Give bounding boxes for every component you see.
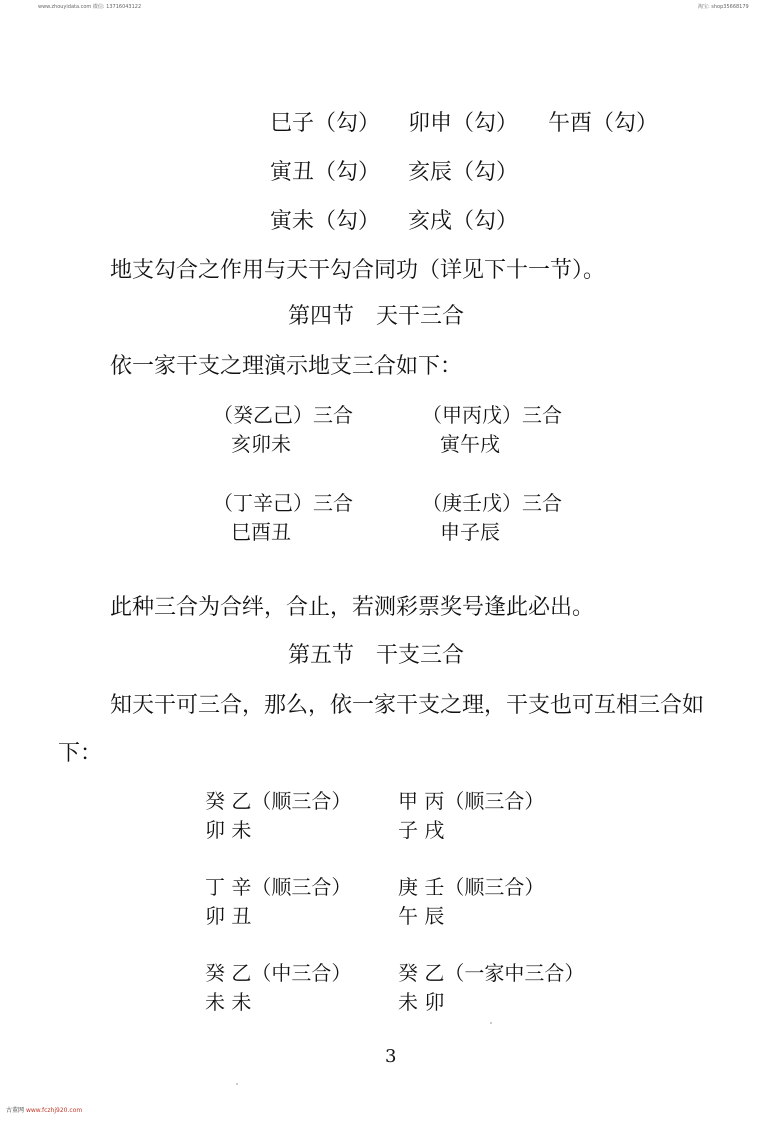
scan-speck	[236, 1083, 238, 1085]
ganzhi-5-bottom: 未 未	[205, 990, 252, 1014]
scan-speck	[490, 1022, 492, 1024]
sanhe-block-4	[422, 489, 562, 547]
sanhe-block-2	[422, 401, 562, 459]
sanhe-block-3	[213, 489, 353, 547]
header-left-text: www.zhouyidata.com 微信: 13716043122	[38, 4, 142, 10]
ganzhi-block-4	[398, 873, 544, 931]
ganzhi-block-1	[205, 787, 351, 845]
section-4-title: 第四节 天干三合	[288, 304, 465, 329]
gouhe-1-2: 卯申（勾）	[408, 111, 519, 136]
paragraph-dizhi-sanhe-intro: 依一家干支之理演示地支三合如下：	[110, 354, 463, 379]
ganzhi-1-top: 癸 乙（顺三合）	[205, 789, 352, 813]
sanhe-3-top: （丁辛己）三合	[213, 491, 353, 515]
ganzhi-6-bottom: 未 卯	[398, 990, 445, 1014]
paragraph-gouhe-function: 地支勾合之作用与天干勾合同功（详见下十一节）。	[110, 258, 606, 283]
sanhe-2-top: （甲丙戊）三合	[422, 403, 562, 427]
sanhe-4-top: （庚壬戊）三合	[422, 491, 562, 515]
ganzhi-4-top: 庚 壬（顺三合）	[398, 875, 545, 899]
sanhe-2-bottom: 寅午戌	[440, 432, 500, 456]
gouhe-1-3: 午酉（勾）	[548, 111, 659, 136]
ganzhi-2-top: 甲 丙（顺三合）	[398, 789, 545, 813]
footer-site-url: www.fczhj920.com	[25, 1107, 83, 1114]
gouhe-1-1: 巳子（勾）	[270, 111, 381, 136]
section-5-title: 第五节 干支三合	[288, 643, 465, 668]
sanhe-block-1	[213, 401, 353, 459]
ganzhi-5-top: 癸 乙（中三合）	[205, 961, 352, 985]
footer-watermark	[6, 1105, 82, 1114]
ganzhi-block-3	[205, 873, 351, 931]
ganzhi-block-2	[398, 787, 544, 845]
ganzhi-block-6	[398, 959, 584, 1017]
paragraph-ganzhi-intro-line2: 下：	[58, 741, 103, 766]
ganzhi-6-top: 癸 乙（一家中三合）	[398, 961, 585, 985]
ganzhi-4-bottom: 午 辰	[398, 904, 445, 928]
footer-site-name: 古董网	[6, 1107, 25, 1114]
ganzhi-3-top: 丁 辛（顺三合）	[205, 875, 352, 899]
page-number: 3	[385, 1046, 397, 1067]
ganzhi-2-bottom: 子 戌	[398, 818, 445, 842]
ganzhi-1-bottom: 卯 未	[205, 818, 252, 842]
ganzhi-block-5	[205, 959, 351, 1017]
header-right-text: 淘宝: shop35668179	[698, 4, 749, 10]
paragraph-hebang: 此种三合为合绊，合止，若测彩票奖号逢此必出。	[110, 595, 595, 620]
gouhe-2-1: 寅丑（勾）	[270, 160, 381, 185]
sanhe-4-bottom: 申子辰	[440, 520, 500, 544]
sanhe-1-top: （癸乙己）三合	[213, 403, 353, 427]
sanhe-1-bottom: 亥卯未	[231, 432, 291, 456]
paragraph-ganzhi-intro-line1: 知天干可三合，那么，依一家干支之理，干支也可互相三合如	[110, 693, 705, 718]
ganzhi-3-bottom: 卯 丑	[205, 904, 252, 928]
gouhe-3-1: 寅未（勾）	[270, 209, 381, 234]
gouhe-3-2: 亥戌（勾）	[408, 209, 519, 234]
sanhe-3-bottom: 巳酉丑	[231, 520, 291, 544]
gouhe-2-2: 亥辰（勾）	[408, 160, 519, 185]
